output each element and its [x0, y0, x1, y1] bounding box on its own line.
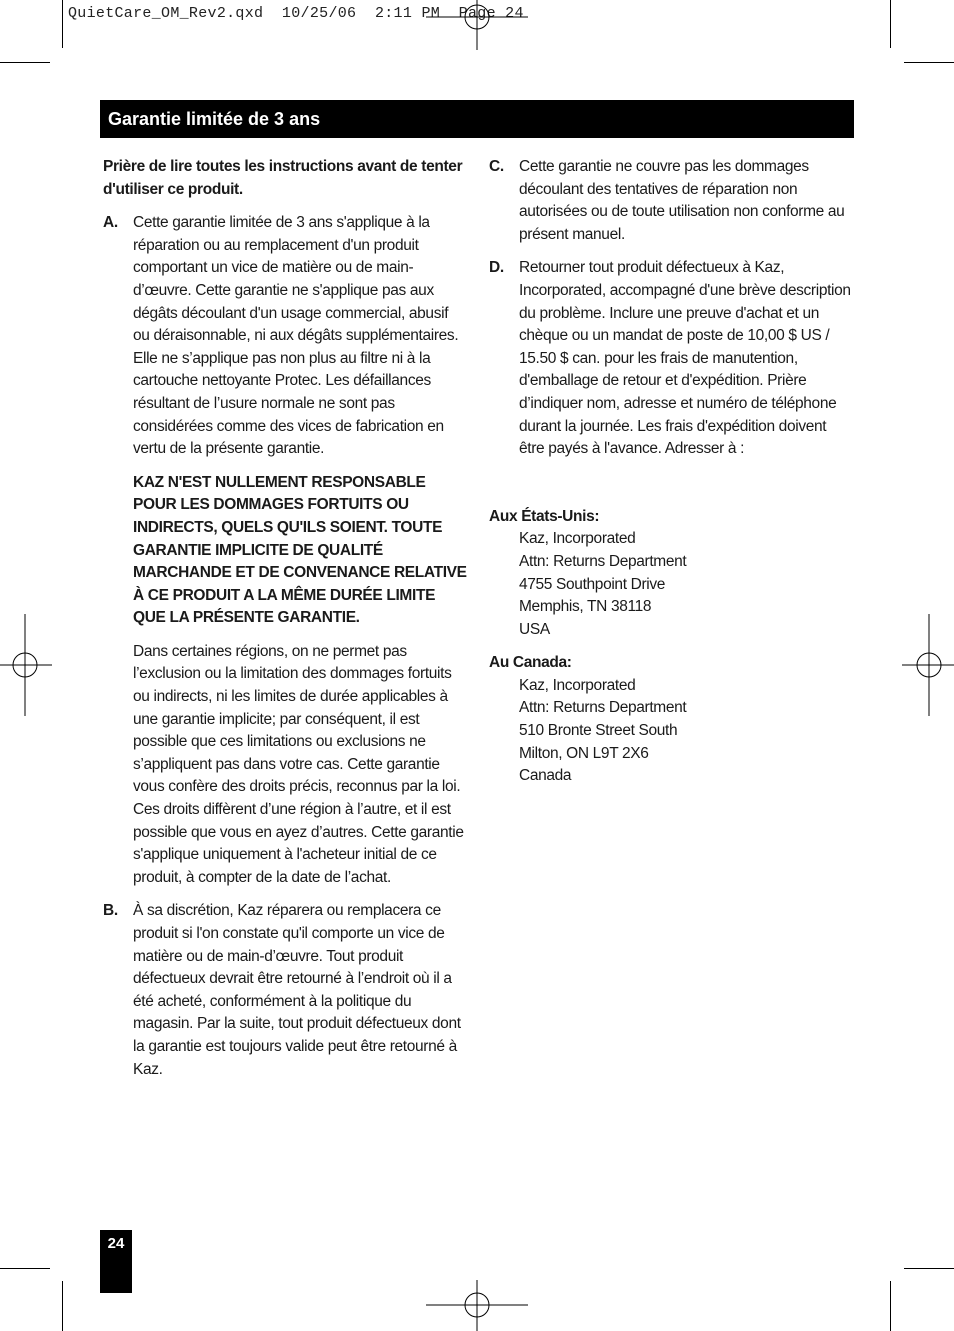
section-title: Garantie limitée de 3 ans — [100, 100, 854, 138]
address-usa — [489, 506, 854, 642]
registration-mark-left — [0, 614, 52, 716]
print-slug: QuietCare_OM_Rev2.qxd 10/25/06 2:11 PM Page 24 — [68, 5, 524, 22]
clause-b-text: À sa discrétion, Kaz réparera ou remplacera ce produit si l'on constate qu'il comporte un vice de matière ou de main-d’œuvre. Tout produit défectueux devrait être retourné à l’endroit où il a été acheté, conformément à la politique du magasin. Par la suite, tout produit défectueux dont la garantie est toujours valide peut être retourné à Kaz. — [133, 902, 461, 1078]
clause-c-letter: C. — [489, 158, 504, 175]
address-line: Kaz, Incorporated — [519, 676, 636, 694]
clause-a-text: Cette garantie limitée de 3 ans s'applique à la réparation ou au remplacement d'un produit comportant un vice de matière ou de main-d’œuvre. Cette garantie ne s'applique pas aux dégâts découlant d'un usage commercial, abusif ou déraisonnable, ni aux dégâts supplémentaires. Elle ne s’applique pas non plus au filtre ni à la cartouche nettoyante Protec. Les défaillances résultant de l’usure normale ne sont pas considérées comme des vices de fabrication en vertu de la présente garantie. — [133, 214, 459, 458]
address-line: Memphis, TN 38118 — [519, 598, 652, 616]
address-canada-heading: Au Canada: — [489, 654, 572, 672]
address-line: 510 Bronte Street South — [519, 722, 678, 740]
left-column — [103, 156, 467, 1081]
address-line: Attn: Returns Department — [519, 552, 687, 570]
address-line: 4755 Southpoint Drive — [519, 575, 666, 593]
registration-mark-right — [902, 614, 954, 716]
address-line: Canada — [519, 767, 572, 785]
clause-b — [103, 900, 467, 1081]
page-number: 24 — [100, 1230, 132, 1293]
regional-rights-text: Dans certaines régions, on ne permet pas l’exclusion ou la limitation des dommages fortuits ou indirects, ni les limites de durée applicables à une garantie implicite; par conséquent, il est possible que ces limitations ou exclusions ne s’appliquent pas dans votre cas. Cette garantie vous confère des droits précis, reconnus par la loi. Ces droits diffèrent d’une région à l’autre, et il est possible que vous en ayez d’autres. Cette garantie s'applique uniquement à l'acheteur initial de ce produit, à compter de la date de l’achat. — [133, 642, 464, 886]
clause-d-text: Retourner tout produit défectueux à Kaz, Incorporated, accompagné d'une brève description du problème. Inclure une preuve d'achat et un chèque ou un mandat de poste de 10,00 $ US / 15.50 $ can. pour les frais de manutention, d'emballage de retour et d'expédition. Prière d’indiquer nom, adresse et numéro de téléphone durant la journée. Les frais d'expédition doivent être payés à l'avance. Adresser à : — [519, 259, 851, 458]
address-line: Attn: Returns Department — [519, 699, 687, 717]
clause-a — [103, 212, 467, 461]
clause-b-letter: B. — [103, 902, 118, 920]
clause-d-letter: D. — [489, 259, 504, 277]
address-usa-heading: Aux États-Unis: — [489, 507, 600, 525]
right-column — [489, 156, 854, 788]
clause-a-letter: A. — [103, 214, 118, 232]
intro-note: Prière de lire toutes les instructions avant de tenter d'utiliser ce produit. — [103, 158, 463, 198]
address-line: Kaz, Incorporated — [519, 530, 636, 548]
clause-c — [489, 156, 854, 246]
clause-c-text: Cette garantie ne couvre pas les dommages découlant des tentatives de réparation non autorisées ou de toute utilisation non conforme au présent manuel. — [519, 158, 845, 243]
address-line: Milton, ON L9T 2X6 — [519, 744, 649, 762]
liability-disclaimer: KAZ N'EST NULLEMENT RESPONSABLE POUR LES DOMMAGES FORTUITS OU INDIRECTS, QUELS QU'ILS SOIENT. TOUTE GARANTIE IMPLICITE DE QUALITÉ MARCHANDE ET DE CONVENANCE RELATIVE À CE PRODUIT A LA MÊME DURÉE LIMITE QUE LA PRÉSENTE GARANTIE. — [133, 473, 467, 627]
clause-d — [489, 257, 854, 460]
address-canada — [489, 652, 854, 788]
registration-mark-top — [426, 0, 528, 50]
address-line: USA — [519, 620, 550, 638]
registration-mark-bottom — [426, 1280, 528, 1331]
